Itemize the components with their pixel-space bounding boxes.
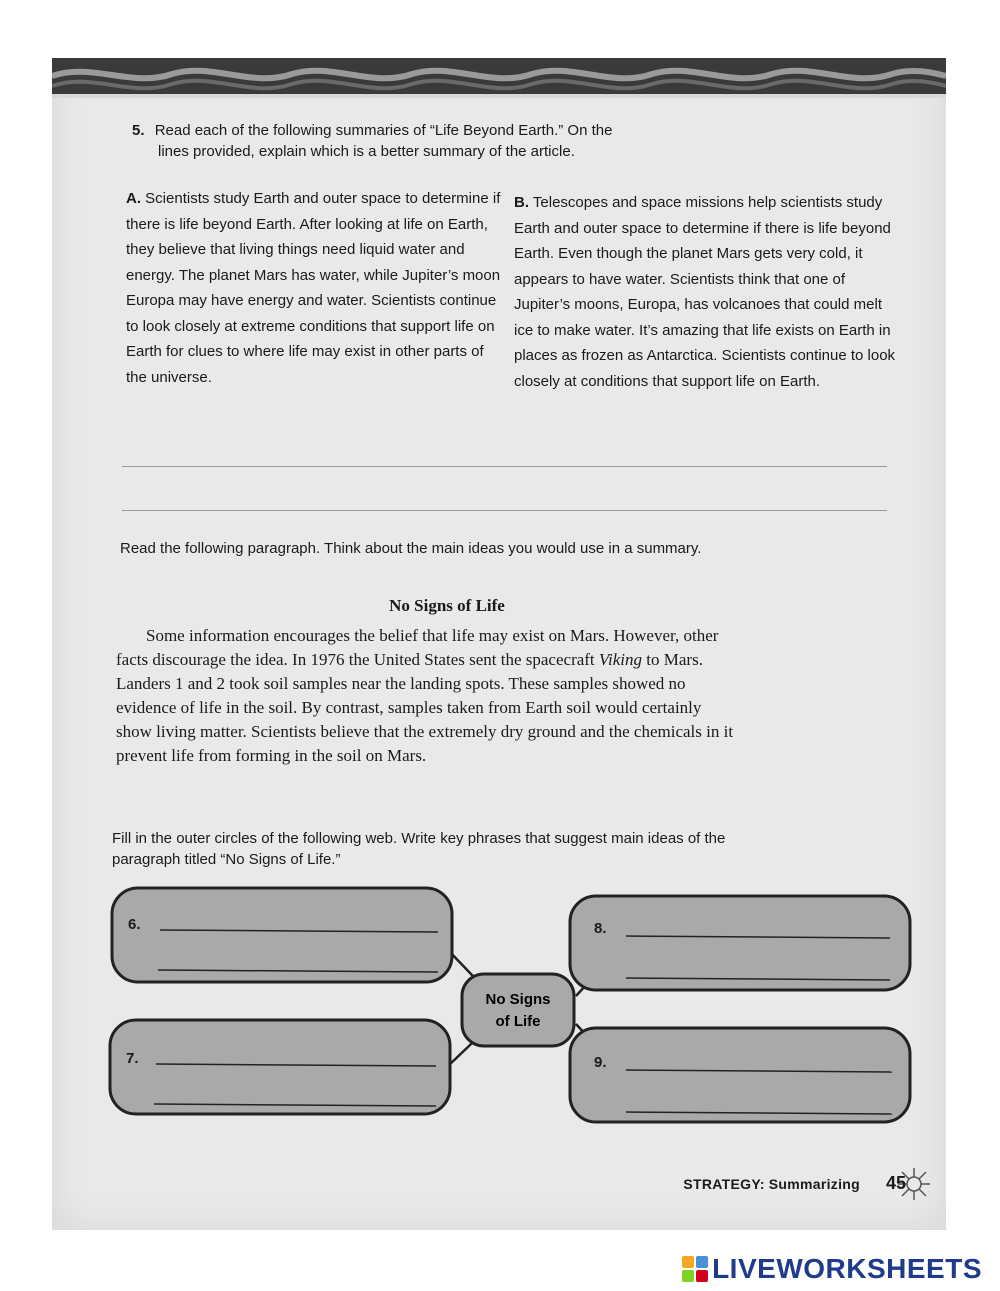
article-text-part2: to Mars. Landers 1 and 2 took soil samples near the landing spots. These samples showed no evidence of life in the soil. By contrast, samples taken from Earth soil would certainly show living matter. Scientists believe that the extremely dry ground and the chemicals in it prevent life from forming in the soil on Mars.	[116, 650, 734, 765]
liveworksheets-logo	[682, 1254, 982, 1284]
strategy-name: Summarizing	[768, 1176, 860, 1192]
box-number-6: 6.	[128, 916, 141, 933]
decorative-banner	[52, 58, 946, 98]
brand-icon	[682, 1256, 708, 1282]
concept-web	[52, 878, 946, 1178]
answer-6-line1[interactable]	[160, 914, 438, 932]
worksheet-page	[52, 58, 946, 1230]
answer-line-2[interactable]	[122, 510, 887, 511]
page-number: 45	[885, 1173, 906, 1193]
answer-9-line2[interactable]	[626, 1096, 892, 1114]
center-label-line2: of Life	[495, 1013, 541, 1030]
summary-a-label: A.	[126, 190, 141, 207]
summary-b	[514, 190, 899, 394]
web-center	[462, 974, 574, 1046]
article-title: No Signs of Life	[389, 596, 505, 615]
answer-8-line2[interactable]	[626, 962, 890, 980]
box-number-7: 7.	[126, 1050, 139, 1067]
brand-name: LIVEWORKSHEETS	[712, 1253, 982, 1284]
question-5	[132, 120, 752, 162]
reading-instructions: Read the following paragraph. Think about the main ideas you would use in a summary.	[120, 540, 702, 557]
strategy-label: STRATEGY:	[683, 1176, 765, 1192]
summary-a-text: Scientists study Earth and outer space to determine if there is life beyond Earth. After looking at life on Earth, they believe that living things need liquid water and energy. The planet Mars has water, while Jupiter’s moon Europa may have energy and water. Scientists continue to look closely at extreme conditions that support life on Earth for clues to where life may exist in other parts of the universe.	[126, 190, 501, 386]
summary-b-text: Telescopes and space missions help scientists study Earth and outer space to determine if there is life beyond Earth. Even though the planet Mars gets very cold, it appears to have water. Scientists think that one of Jupiter’s moons, Europa, has volcanoes that could melt ice to make water. It’s amazing that life exists on Earth in places as frozen as Antarctica. Scientists continue to look closely at conditions that support life on Earth.	[514, 194, 896, 390]
question-text-line1: Read each of the following summaries of “Life Beyond Earth.” On the	[154, 122, 613, 139]
center-label-line1: No Signs	[485, 991, 551, 1008]
question-text-line2: lines provided, explain which is a better summary of the article.	[158, 143, 575, 160]
summary-b-label: B.	[514, 194, 529, 211]
box-number-8: 8.	[594, 920, 607, 937]
spacecraft-name: Viking	[598, 650, 643, 669]
article-paragraph	[116, 624, 736, 768]
web-instructions: Fill in the outer circles of the following web. Write key phrases that suggest main ideas of the paragraph titled “No Signs of Life.”	[112, 830, 726, 868]
answer-7-line2[interactable]	[154, 1088, 436, 1106]
box-number-9: 9.	[594, 1054, 607, 1071]
answer-9-line1[interactable]	[626, 1054, 892, 1072]
summary-a	[126, 186, 501, 390]
article-text-part1: Some information encourages the belief that life may exist on Mars. However, other facts discourage the idea. In 1976 the United States sent the spacecraft	[116, 626, 719, 669]
answer-line-1[interactable]	[122, 466, 887, 467]
answer-7-line1[interactable]	[156, 1048, 436, 1066]
strategy-footer	[683, 1176, 860, 1192]
answer-8-line1[interactable]	[626, 920, 890, 938]
answer-6-line2[interactable]	[158, 954, 438, 972]
question-number: 5.	[132, 122, 145, 139]
